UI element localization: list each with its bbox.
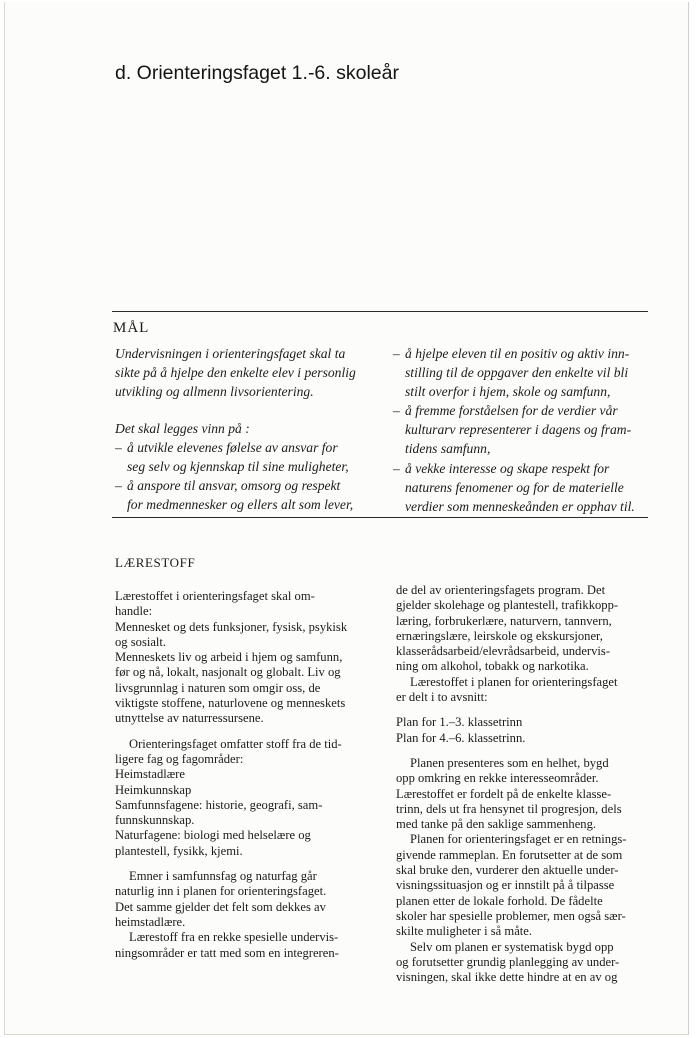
goal-line <box>393 344 651 363</box>
section-divider-top <box>112 311 648 312</box>
text-line: givende rammeplan. En forutsetter at de som <box>396 847 623 862</box>
text-line: Det samme gjelder det felt som dekkes av <box>115 899 326 914</box>
goal-line <box>115 438 373 457</box>
goal-line <box>393 420 651 439</box>
text-line: Lærestoffet i planen for orienteringsfaget <box>410 674 618 689</box>
goal-text: å anspore til ansvar, omsorg og respekt <box>127 478 341 494</box>
goal-item <box>393 401 651 458</box>
text-line: skal bruke den, vurderer den aktuelle under- <box>396 863 619 878</box>
laerestoff-right-column <box>396 583 652 985</box>
body-paragraph <box>396 832 652 939</box>
goal-line <box>115 457 373 476</box>
text-line: planen etter de lokale forhold. De fådelte <box>396 893 603 908</box>
text-line: skilte muligheter i så måte. <box>396 924 533 939</box>
text-line: med tanke på den saklige sammenheng. <box>396 817 597 832</box>
body-paragraph <box>115 650 369 726</box>
body-paragraph <box>396 940 652 986</box>
body-paragraph <box>115 620 369 651</box>
goal-text: å vekke interesse og skape respekt for <box>405 460 610 476</box>
goal-line <box>393 459 651 478</box>
text-line: læring, forbrukerlære, naturvern, tannvern, <box>396 613 612 628</box>
goal-text: å utvikle elevenes følelse av ansvar for <box>127 440 338 455</box>
text-line: Lærestoff fra en rekke spesielle undervis- <box>129 930 339 945</box>
text-line: Lærestoffet er fordelt på de enkelte klasse- <box>396 786 612 801</box>
goal-item <box>115 476 373 514</box>
goal-line <box>393 401 651 420</box>
goal-line <box>393 363 651 382</box>
goal-text: stilt overfor i hjem, skole og samfunn, <box>405 384 611 400</box>
maal-heading: MÅL <box>113 320 150 336</box>
text-line: viktigste stoffene, naturlovene og menneskets <box>115 696 346 711</box>
text-line: er delt i to avsnitt: <box>396 690 488 705</box>
goal-dash: – <box>393 460 400 476</box>
paragraph-gap <box>396 746 652 756</box>
intro-line: sikte på å hjelpe den enkelte elev i personlig <box>115 365 356 381</box>
text-line: ning om alkohol, tobakk og narkotika. <box>396 659 589 674</box>
text-line: Menneskets liv og arbeid i hjem og samfunn, <box>115 650 343 665</box>
goal-text: tidens samfunn, <box>405 441 491 457</box>
goal-text: naturens fenomener og for de materielle <box>405 479 624 495</box>
text-line: ningsområder er tatt med som en integreren- <box>115 945 339 960</box>
body-paragraph <box>396 715 652 730</box>
intro-line: utvikling og allmenn livsorientering. <box>115 384 314 400</box>
intro-line: Undervisningen i orienteringsfaget skal ta <box>115 346 346 361</box>
text-line: Heimkunnskap <box>115 782 192 797</box>
goal-dash: – <box>115 440 122 455</box>
paragraph-gap <box>396 705 652 715</box>
body-paragraph <box>115 828 369 859</box>
goal-line <box>393 439 651 458</box>
body-paragraph <box>396 756 652 832</box>
body-paragraph <box>396 583 652 675</box>
goal-line <box>393 382 651 401</box>
text-line: ernæringslære, leirskole og ekskursjoner, <box>396 628 603 643</box>
goal-dash: – <box>393 403 400 419</box>
goals-title: Det skal legges vinn på : <box>115 421 250 436</box>
body-paragraph <box>115 589 369 620</box>
body-paragraph <box>115 737 369 768</box>
text-line: Samfunnsfagene: historie, geografi, sam- <box>115 797 323 812</box>
page-title: d. Orienteringsfaget 1.-6. skoleår <box>115 62 399 84</box>
goal-line <box>393 478 651 497</box>
text-line: Planen presenteres som en helhet, bygd <box>410 755 609 770</box>
text-line: visningen, skal ikke dette hindre at en av og <box>396 970 618 985</box>
text-line: og sosialt. <box>115 634 167 649</box>
text-line: de del av orienteringsfagets program. Det <box>396 583 606 597</box>
goal-text: for medmennesker og ellers alt som lever, <box>127 497 354 513</box>
text-line: Heimstadlære <box>115 767 185 782</box>
goal-text: å hjelpe eleven til en positiv og aktiv inn- <box>405 346 630 361</box>
goal-dash: – <box>393 346 400 361</box>
body-paragraph <box>115 798 369 829</box>
text-line: utnyttelse av naturressursene. <box>115 711 264 726</box>
text-line: opp omkring en rekke interesseområder. <box>396 771 599 786</box>
goal-line <box>393 497 651 516</box>
goal-text: seg selv og kjennskap til sine muligheter, <box>127 459 349 475</box>
text-line: naturlig inn i planen for orienteringsfaget. <box>115 884 327 899</box>
text-line: Selv om planen er systematisk bygd opp <box>410 939 614 954</box>
body-paragraph <box>115 869 369 930</box>
text-line: skoler har spesielle problemer, men også sær- <box>396 908 626 923</box>
text-line: ligere fag og fagområder: <box>115 751 244 766</box>
text-line: visningssituasjon og er innstilt på å tilpasse <box>396 878 615 893</box>
text-line: Naturfagene: biologi med helselære og <box>115 828 311 843</box>
text-line: Mennesket og dets funksjoner, fysisk, psykisk <box>115 619 348 634</box>
section-divider-bottom <box>112 517 648 518</box>
goals-right-column <box>393 344 651 516</box>
text-line: Emner i samfunnsfag og naturfag går <box>129 869 317 884</box>
text-line: livsgrunnlag i naturen som omgir oss, de <box>115 680 321 695</box>
text-line: Plan for 4.–6. klassetrinn. <box>396 730 526 745</box>
text-line: funnskunnskap. <box>115 813 195 828</box>
text-line: heimstadlære. <box>115 914 186 929</box>
body-paragraph <box>396 731 652 746</box>
body-paragraph <box>115 767 369 782</box>
text-line: Orienteringsfaget omfatter stoff fra de tid- <box>129 736 342 751</box>
text-line: før og nå, lokalt, nasjonalt og globalt. Liv og <box>115 665 341 680</box>
text-line: handle: <box>115 604 153 619</box>
text-line: Lærestoffet i orienteringsfaget skal om- <box>115 589 315 603</box>
goal-text: verdier som menneskeånden er opphav til. <box>405 498 635 514</box>
laerestoff-left-column <box>115 589 369 961</box>
goal-line <box>115 495 373 514</box>
laerestoff-heading: LÆRESTOFF <box>115 555 196 570</box>
goal-text: å fremme forståelsen for de verdier vår <box>405 403 618 419</box>
text-line: klasserådsarbeid/elevrådsarbeid, undervis- <box>396 644 611 659</box>
text-line: gjelder skolehage og plantestell, trafikkopp- <box>396 598 619 613</box>
maal-intro <box>115 344 369 401</box>
goal-item <box>115 438 373 476</box>
text-line: Planen for orienteringsfaget er en retnings- <box>410 832 627 847</box>
body-paragraph <box>115 930 369 961</box>
text-line: trinn, dels ut fra hensynet til progresjon, dels <box>396 801 622 816</box>
goal-dash: – <box>115 478 122 494</box>
text-line: Plan for 1.–3. klassetrinn <box>396 715 523 730</box>
goals-left-column <box>115 438 373 514</box>
body-paragraph <box>396 675 652 706</box>
text-line: og forutsetter grundig planlegging av under- <box>396 954 620 969</box>
paragraph-gap <box>115 859 369 869</box>
paragraph-gap <box>115 727 369 737</box>
text-line: plantestell, fysikk, kjemi. <box>115 843 243 858</box>
document-page <box>4 2 689 1035</box>
goal-item <box>393 459 651 516</box>
goal-line <box>115 476 373 495</box>
goal-text: kulturarv representerer i dagens og fram- <box>405 422 632 438</box>
body-paragraph <box>115 783 369 798</box>
goal-text: stilling til de oppgaver den enkelte vil bli <box>405 365 629 381</box>
goal-item <box>393 344 651 401</box>
